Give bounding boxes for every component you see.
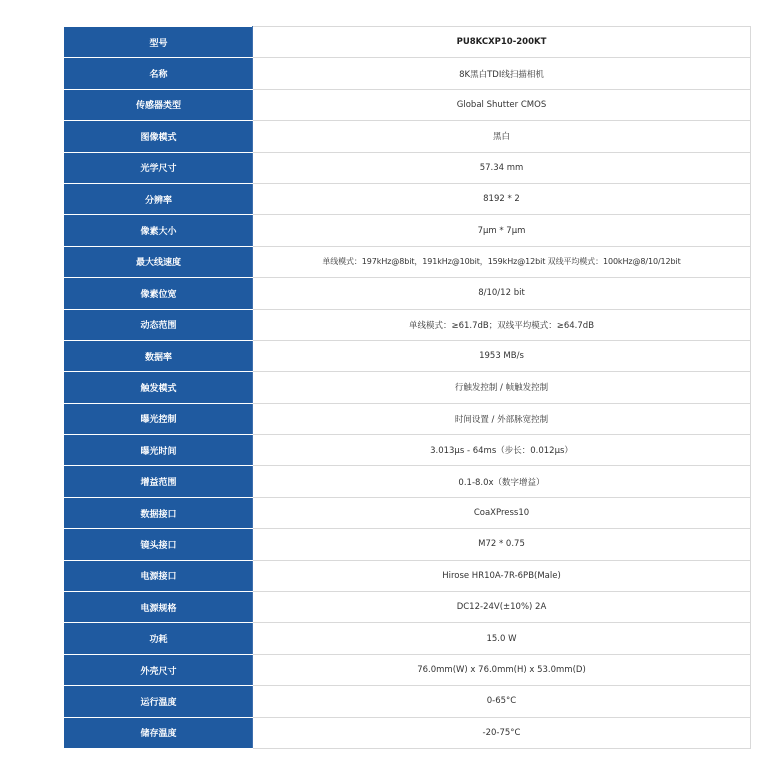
spec-table <box>64 26 751 749</box>
spec-value: 15.0 W <box>253 623 751 654</box>
table-row <box>65 89 751 120</box>
table-row <box>65 278 751 309</box>
spec-label: 曝光控制 <box>65 403 253 434</box>
spec-label: 名称 <box>65 58 253 89</box>
table-row <box>65 152 751 183</box>
spec-label: 外壳尺寸 <box>65 654 253 685</box>
spec-label: 增益范围 <box>65 466 253 497</box>
table-row <box>65 340 751 371</box>
spec-value: 1953 MB/s <box>253 340 751 371</box>
table-row <box>65 654 751 685</box>
table-row <box>65 717 751 748</box>
spec-value: 时间设置 / 外部脉宽控制 <box>253 403 751 434</box>
table-row <box>65 623 751 654</box>
spec-label: 型号 <box>65 27 253 58</box>
spec-label: 功耗 <box>65 623 253 654</box>
table-row <box>65 121 751 152</box>
spec-label: 镜头接口 <box>65 529 253 560</box>
spec-label: 图像模式 <box>65 121 253 152</box>
table-row <box>65 58 751 89</box>
spec-value: PU8KCXP10-200KT <box>253 27 751 58</box>
spec-value: 3.013μs - 64ms（步长：0.012μs） <box>253 435 751 466</box>
spec-label: 分辨率 <box>65 183 253 214</box>
spec-value: 0-65°C <box>253 686 751 717</box>
spec-label: 光学尺寸 <box>65 152 253 183</box>
spec-label: 运行温度 <box>65 686 253 717</box>
spec-label: 数据率 <box>65 340 253 371</box>
spec-value: 单线模式：≥61.7dB；双线平均模式：≥64.7dB <box>253 309 751 340</box>
spec-label: 曝光时间 <box>65 435 253 466</box>
spec-label: 电源规格 <box>65 592 253 623</box>
spec-label: 电源接口 <box>65 560 253 591</box>
table-row <box>65 466 751 497</box>
spec-value: 57.34 mm <box>253 152 751 183</box>
spec-label: 动态范围 <box>65 309 253 340</box>
table-row <box>65 529 751 560</box>
spec-value: CoaXPress10 <box>253 497 751 528</box>
table-row <box>65 183 751 214</box>
table-row <box>65 246 751 277</box>
spec-label: 触发模式 <box>65 372 253 403</box>
spec-label: 像素位宽 <box>65 278 253 309</box>
table-row <box>65 309 751 340</box>
spec-value: Global Shutter CMOS <box>253 89 751 120</box>
table-row <box>65 592 751 623</box>
spec-value: 8192 * 2 <box>253 183 751 214</box>
table-row <box>65 497 751 528</box>
spec-value: 7μm * 7μm <box>253 215 751 246</box>
spec-value: -20-75°C <box>253 717 751 748</box>
table-row <box>65 560 751 591</box>
table-row <box>65 435 751 466</box>
spec-label: 数据接口 <box>65 497 253 528</box>
spec-value: 76.0mm(W) x 76.0mm(H) x 53.0mm(D) <box>253 654 751 685</box>
table-row <box>65 27 751 58</box>
table-row <box>65 403 751 434</box>
spec-value: 8/10/12 bit <box>253 278 751 309</box>
spec-value: 黑白 <box>253 121 751 152</box>
spec-value: Hirose HR10A-7R-6PB(Male) <box>253 560 751 591</box>
spec-value: 行触发控制 / 帧触发控制 <box>253 372 751 403</box>
spec-label: 传感器类型 <box>65 89 253 120</box>
spec-value: DC12-24V(±10%) 2A <box>253 592 751 623</box>
table-row <box>65 686 751 717</box>
spec-value: M72 * 0.75 <box>253 529 751 560</box>
table-row <box>65 215 751 246</box>
spec-value: 8K黑白TDI线扫描相机 <box>253 58 751 89</box>
spec-value: 0.1-8.0x（数字增益） <box>253 466 751 497</box>
spec-label: 像素大小 <box>65 215 253 246</box>
spec-label: 储存温度 <box>65 717 253 748</box>
table-row <box>65 372 751 403</box>
spec-value: 单线模式：197kHz@8bit，191kHz@10bit，159kHz@12bit 双线平均模式：100kHz@8/10/12bit <box>253 246 751 277</box>
spec-label: 最大线速度 <box>65 246 253 277</box>
